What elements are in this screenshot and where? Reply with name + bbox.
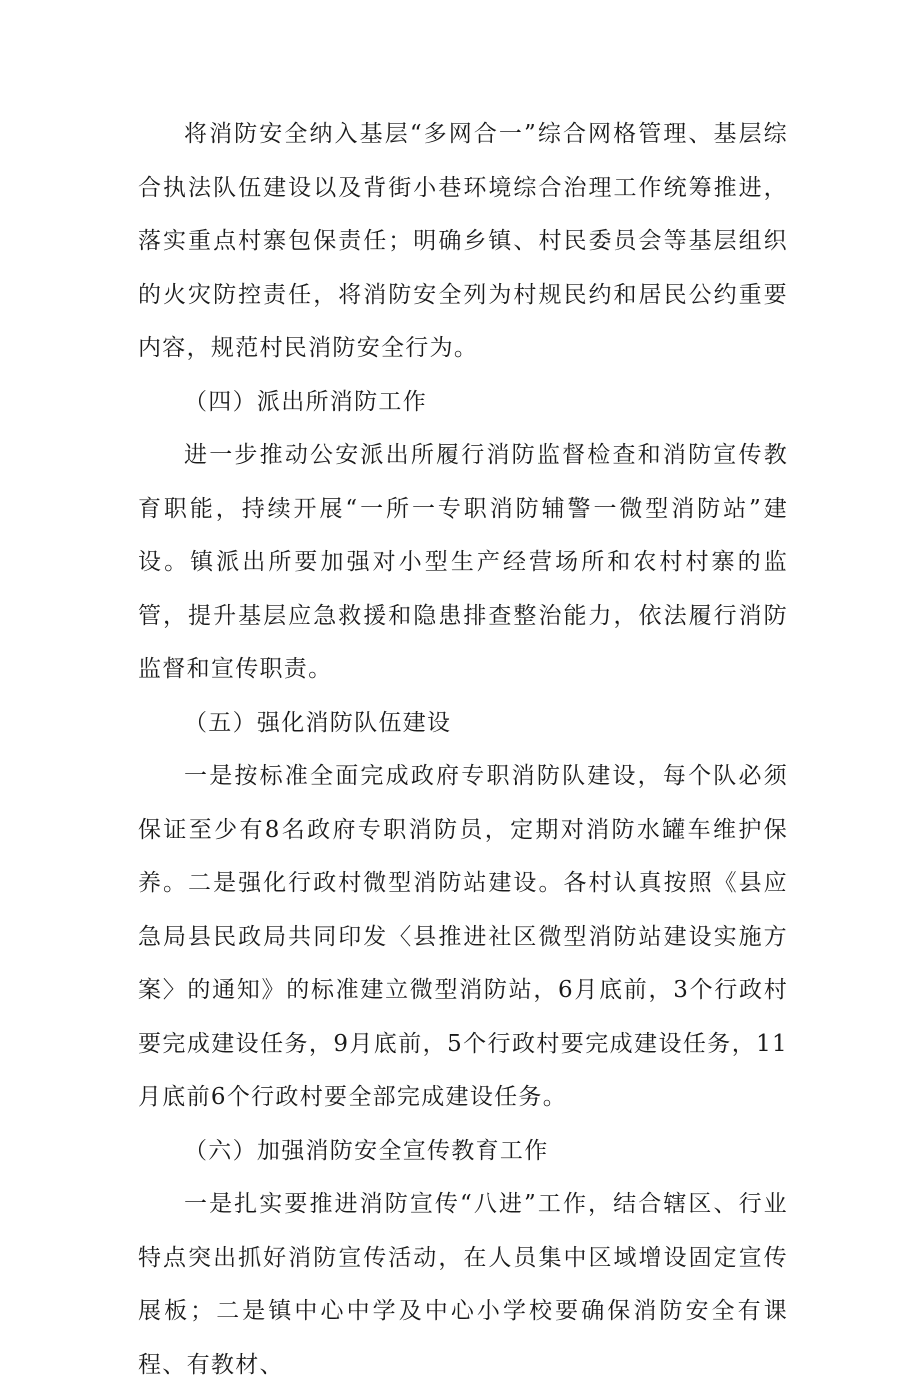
document-body [138, 108, 788, 1392]
paragraph-police-station: 进一步推动公安派出所履行消防监督检查和消防宣传教育职能，持续开展“一所一专职消防辅警一微型消防站”建设。镇派出所要加强对小型生产经营场所和农村村寨的监管，提升基层应急救援和隐患排查整治能力，依法履行消防监督和宣传职责。 [138, 442, 788, 682]
paragraph-grid-management: 将消防安全纳入基层“多网合一”综合网格管理、基层综合执法队伍建设以及背街小巷环境综合治理工作统筹推进，落实重点村寨包保责任；明确乡镇、村民委员会等基层组织的火灾防控责任，将消防安全列为村规民约和居民公约重要内容，规范村民消防安全行为。 [138, 121, 788, 361]
section-heading-fire-team: （五）强化消防队伍建设 [184, 709, 452, 736]
paragraph-education: 一是扎实要推进消防宣传“八进”工作，结合辖区、行业特点突出抓好消防宣传活动，在人员集中区域增设固定宣传展板；二是镇中心中学及中心小学校要确保消防安全有课程、有教材、 [138, 1191, 788, 1378]
section-heading-police-station: （四）派出所消防工作 [184, 388, 427, 415]
section-heading-education: （六）加强消防安全宣传教育工作 [184, 1137, 549, 1164]
paragraph-fire-team: 一是按标准全面完成政府专职消防队建设，每个队必须保证至少有8名政府专职消防员，定期对消防水罐车维护保养。二是强化行政村微型消防站建设。各村认真按照《县应急局县民政局共同印发〈县推进社区微型消防站建设实施方案〉的通知》的标准建立微型消防站，6月底前，3个行政村要完成建设任务，9月底前，5个行政村要完成建设任务，11月底前6个行政村要全部完成建设任务。 [138, 763, 788, 1110]
